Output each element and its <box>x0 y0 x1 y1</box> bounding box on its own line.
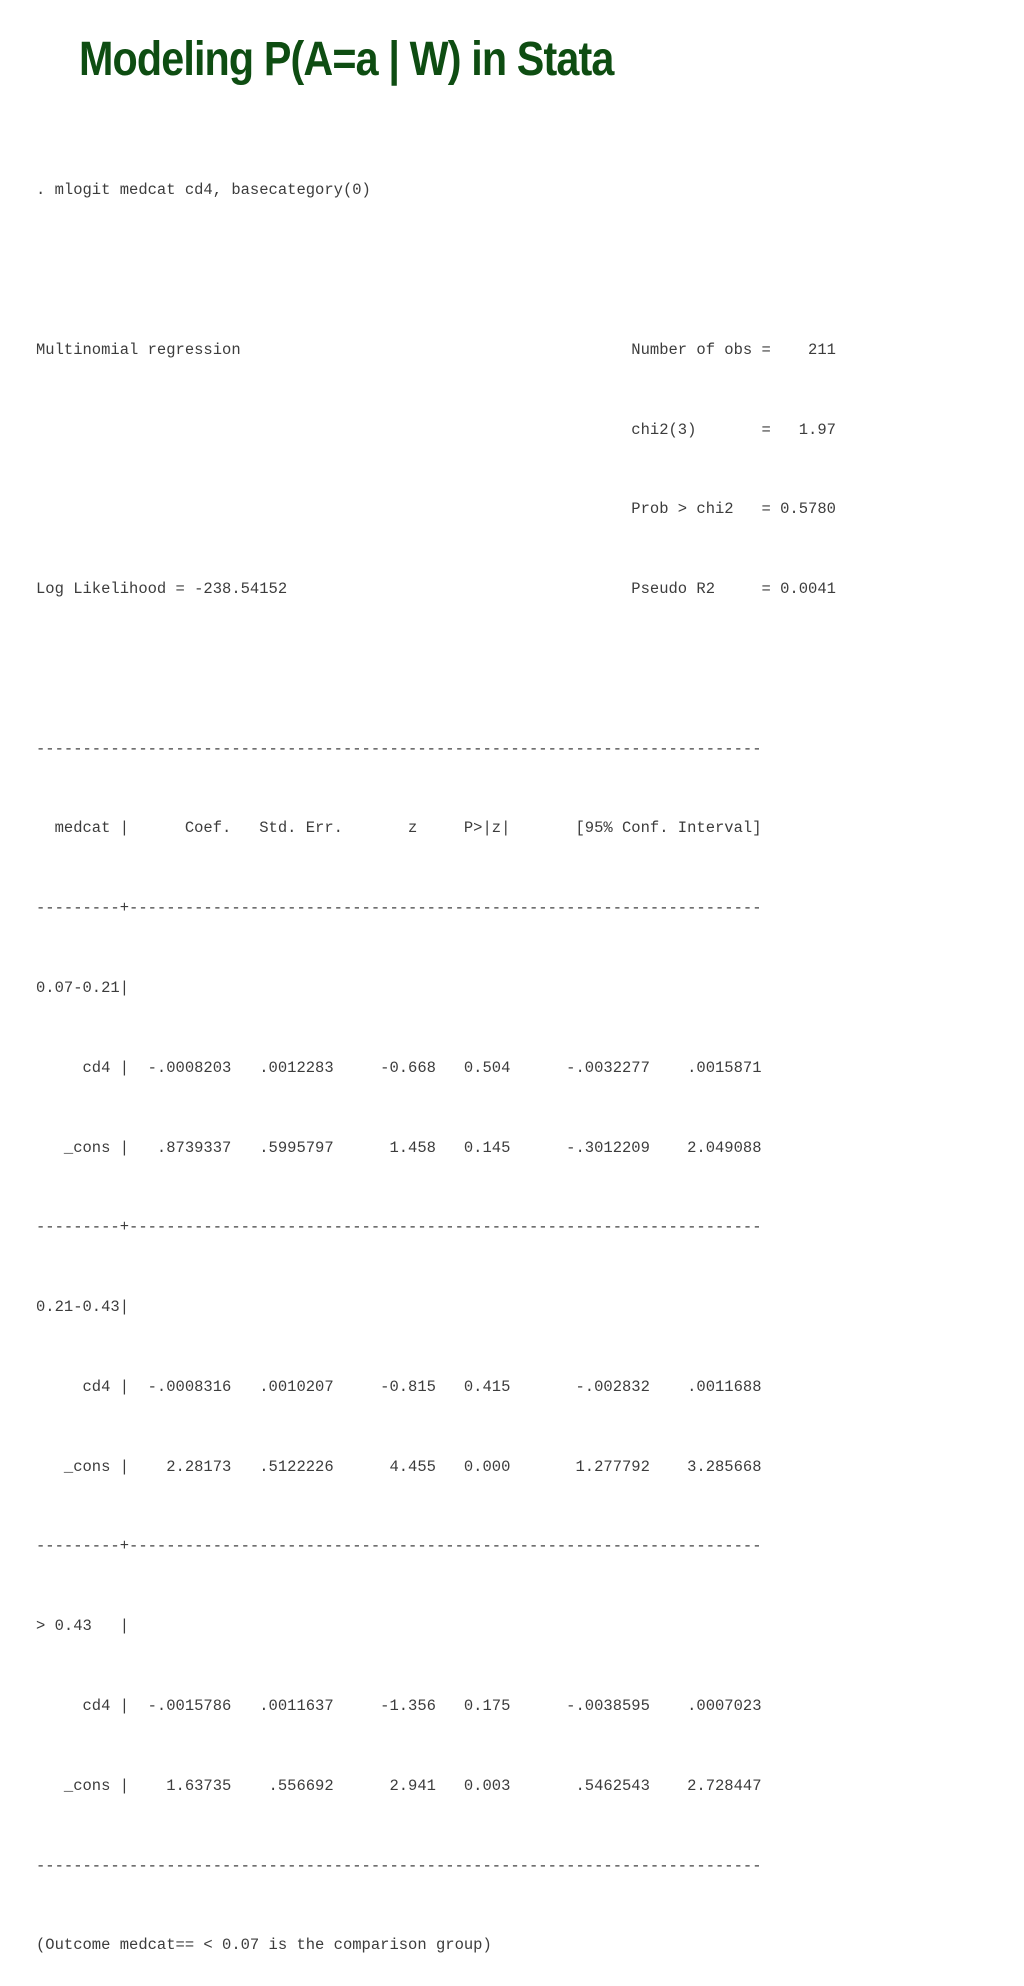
table-group-rule: ---------+-------------------------------------------------------------------- <box>36 1218 762 1237</box>
group-label-0.07-0.21: 0.07-0.21| <box>36 979 130 997</box>
table-row-cd4: cd4 | -.0008203 .0012283 -0.668 0.504 -.0032277 .0015871 <box>36 1058 762 1077</box>
table-row-cons: _cons | .8739337 .5995797 1.458 0.145 -.3012209 2.049088 <box>36 1138 762 1157</box>
chi2-line: chi2(3) = 1.97 <box>36 420 836 439</box>
table-bottom-rule: ------------------------------------------------------------------------------ <box>36 1856 762 1875</box>
comparison-group-note: (Outcome medcat== < 0.07 is the comparison group) <box>36 1936 492 1955</box>
table-header-rule: ---------+-------------------------------------------------------------------- <box>36 899 762 918</box>
table-header-row: medcat | Coef. Std. Err. z P>|z| [95% Conf. Interval] <box>36 819 762 838</box>
log-likelihood-line: Log Likelihood = -238.54152 Pseudo R2 = 0.0041 <box>36 580 836 599</box>
table-row-cons: _cons | 2.28173 .5122226 4.455 0.000 1.277792 3.285668 <box>36 1457 762 1476</box>
table-top-rule: ------------------------------------------------------------------------------ <box>36 739 762 758</box>
group-label-0.21-0.43: 0.21-0.43| <box>36 1298 130 1317</box>
group-label-gt-0.43: > 0.43 | <box>36 1617 130 1636</box>
command-line: . mlogit medcat cd4, basecategory(0) <box>36 181 371 200</box>
table-row-cons: _cons | 1.63735 .556692 2.941 0.003 .5462543 2.728447 <box>36 1776 762 1795</box>
blank-line <box>36 257 836 284</box>
table-row-cd4: cd4 | -.0015786 .0011637 -1.356 0.175 -.0038595 .0007023 <box>36 1697 762 1716</box>
stata-output <box>36 124 836 1986</box>
blank-line <box>36 656 836 683</box>
slide-title: Modeling P(A=a | W) in Stata <box>79 33 614 86</box>
table-group-rule: ---------+-------------------------------------------------------------------- <box>36 1537 762 1556</box>
prob-chi2-line: Prob > chi2 = 0.5780 <box>36 500 836 519</box>
model-header-line: Multinomial regression Number of obs = 211 <box>36 340 836 359</box>
table-row-cd4: cd4 | -.0008316 .0010207 -0.815 0.415 -.002832 .0011688 <box>36 1377 762 1396</box>
